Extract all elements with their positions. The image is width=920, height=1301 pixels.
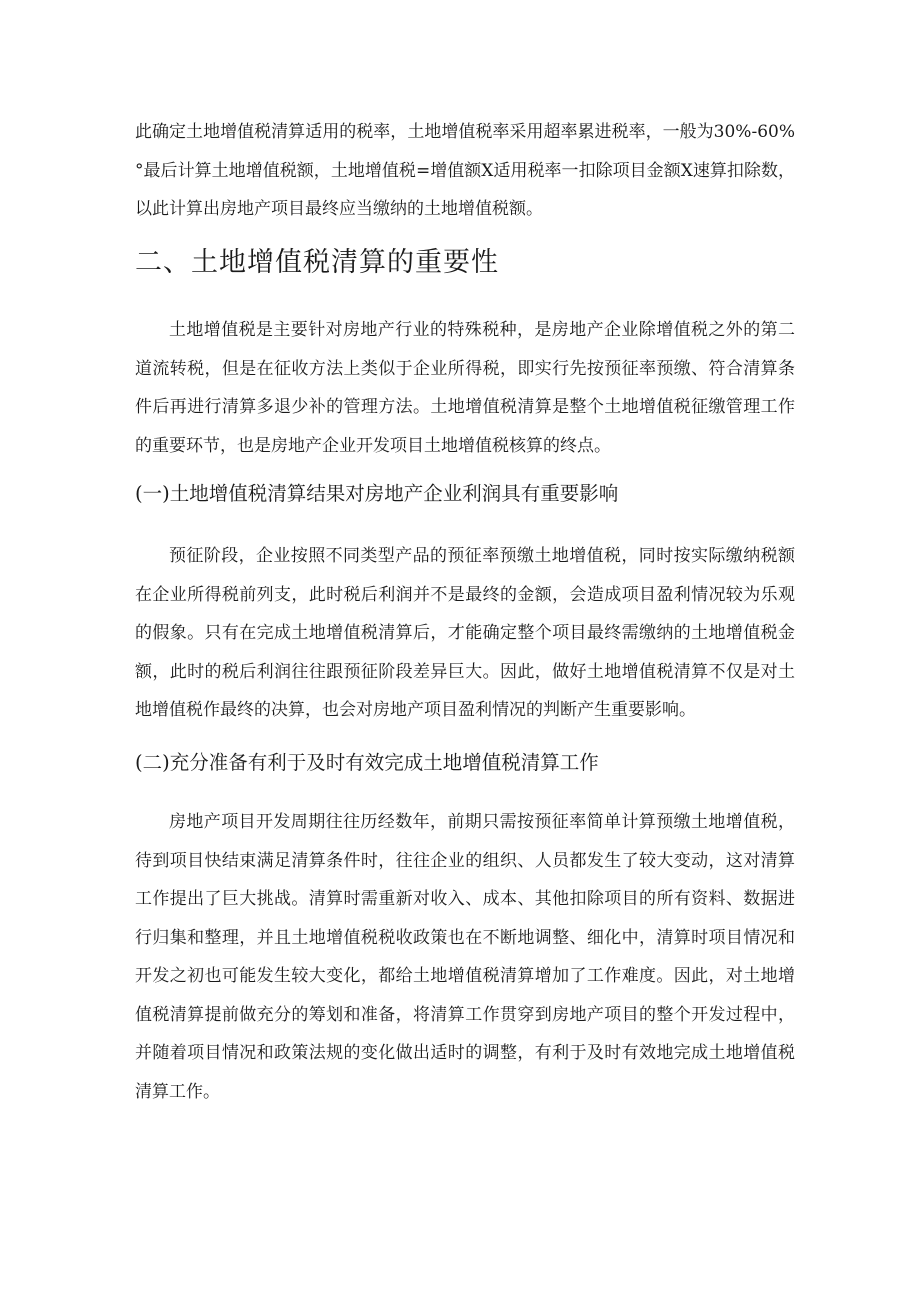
subsection-2-heading: (二)充分准备有利于及时有效完成土地增值税清算工作	[135, 751, 599, 774]
intro-paragraph: 此确定土地增值税清算适用的税率，土地增值税率采用超率累进税率，一般为30%-60%°最后计算土地增值税额，土地增值税=增值额X适用税率一扣除项目金额X速算扣除数，以此计算出房地产项目最终应当缴纳的土地增值税额。	[135, 122, 795, 219]
section-paragraph: 土地增值税是主要针对房地产行业的特殊税种，是房地产企业除增值税之外的第二道流转税，但是在征收方法上类似于企业所得税，即实行先按预征率预缴、符合清算条件后再进行清算多退少补的管理方法。土地增值税清算是整个土地增值税征缴管理工作的重要环节，也是房地产企业开发项目土地增值税核算的终点。	[135, 320, 795, 456]
subsection-1-paragraph: 预征阶段，企业按照不同类型产品的预征率预缴土地增值税，同时按实际缴纳税额在企业所得税前列支，此时税后利润并不是最终的金额，会造成项目盈利情况较为乐观的假象。只有在完成土地增值税清算后，才能确定整个项目最终需缴纳的土地增值税金额，此时的税后利润往往跟预征阶段差异巨大。因此，做好土地增值税清算不仅是对土地增值税作最终的决算，也会对房地产项目盈利情况的判断产生重要影响。	[135, 546, 795, 720]
subsection-1-heading: (一)土地增值税清算结果对房地产企业利润具有重要影响	[135, 482, 619, 505]
subsection-2-paragraph: 房地产项目开发周期往往历经数年，前期只需按预征率简单计算预缴土地增值税，待到项目快结束满足清算条件时，往往企业的组织、人员都发生了较大变动，这对清算工作提出了巨大挑战。清算时需重新对收入、成本、其他扣除项目的所有资料、数据进行归集和整理，并且土地增值税税收政策也在不断地调整、细化中，清算时项目情况和开发之初也可能发生较大变化，都给土地增值税清算增加了工作难度。因此，对土地增值税清算提前做充分的筹划和准备，将清算工作贯穿到房地产项目的整个开发过程中，并随着项目情况和政策法规的变化做出适时的调整，有利于及时有效地完成土地增值税清算工作。	[135, 812, 795, 1102]
section-heading: 二、土地增值税清算的重要性	[135, 247, 499, 278]
